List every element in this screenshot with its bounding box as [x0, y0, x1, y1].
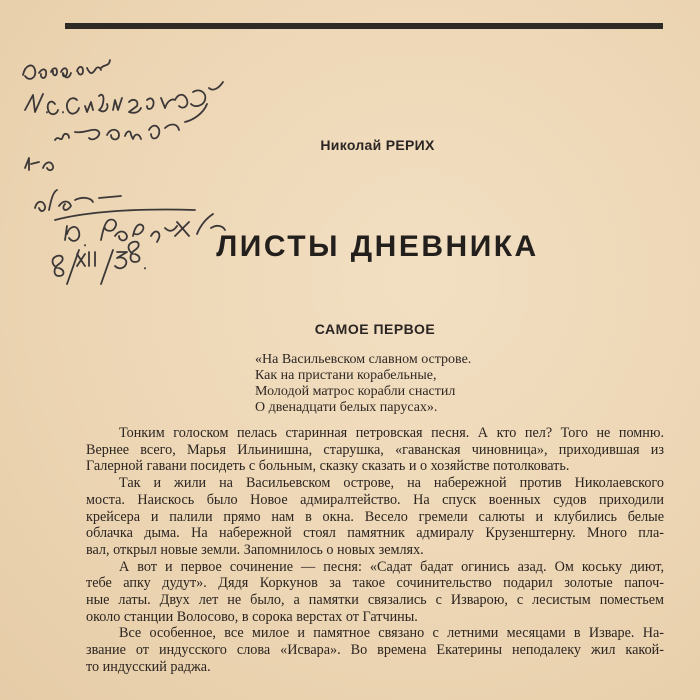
text-line: моста. Наискось было Новое адмиралтейство. На спуск военных судов приходили: [86, 491, 664, 508]
text-line: вал, открыл новые земли. Запомнилось о новых землях.: [86, 541, 424, 558]
text-line: то индусский раджа.: [86, 658, 211, 675]
paragraph-1: [86, 425, 664, 475]
author-name: Николай РЕРИХ: [320, 137, 435, 153]
text-line: звание от индусского слова «Исвара». Во времена Екатерины неподалеку жил какой-: [86, 642, 664, 659]
paragraph-4: [86, 625, 664, 675]
body-text: [86, 425, 664, 676]
section-title: САМОЕ ПЕРВОЕ: [314, 321, 436, 337]
handwritten-inscription: [15, 40, 245, 310]
text-line: Тонким голоском пелась старинная петровская песня. А кто пел? Того не помню.: [119, 425, 664, 441]
epigraph-line: Молодой матрос корабли снастил: [255, 384, 456, 399]
epigraph-line: Как на пристани корабельные,: [255, 368, 437, 383]
text-line: крейсера и палили прямо нам в окна. Весело гремели салюты и клубились белые: [86, 508, 664, 525]
text-line: ные латы. Двух лет не было, а памятки связались с Изварою, с лесистым поместьем: [86, 592, 664, 609]
text-line: около станции Волосово, в сорока верстах от Гатчины.: [86, 608, 418, 625]
text-line: тебе апку дудут». Дядя Коркунов за такое сочинительство подарил золотые папоч-: [86, 575, 664, 592]
text-line: облачка дыма. На набережной стоял памятник адмиралу Крузенштерну. Много пла-: [86, 525, 664, 542]
paragraph-2: [86, 475, 664, 559]
epigraph-line: «На Васильевском славном острове.: [255, 352, 472, 367]
top-rule: [65, 23, 663, 29]
epigraph-line: О двенадцати белых парусах».: [255, 400, 438, 415]
text-line: А вот и первое сочинение — песня: «Садат бадат огинись азад. Ом коську диют,: [119, 558, 664, 575]
text-line: Так и жили на Васильевском острове, на набережной против Николаевского: [119, 475, 664, 492]
text-line: Вернее всего, Марья Ильинишна, старушка, «гаванская чиновница», приходившая из: [86, 441, 664, 458]
paragraph-3: [86, 559, 664, 626]
epigraph: [255, 352, 655, 416]
inscription-drawing: [15, 40, 245, 310]
document-title: ЛИСТЫ ДНЕВНИКА: [216, 230, 539, 263]
text-line: Все особенное, все милое и памятное связано с летними месяцами в Изваре. На-: [119, 625, 664, 642]
text-line: Галерной гавани посидеть с больным, сказку сказать и о хозяйстве потолковать.: [86, 458, 570, 475]
